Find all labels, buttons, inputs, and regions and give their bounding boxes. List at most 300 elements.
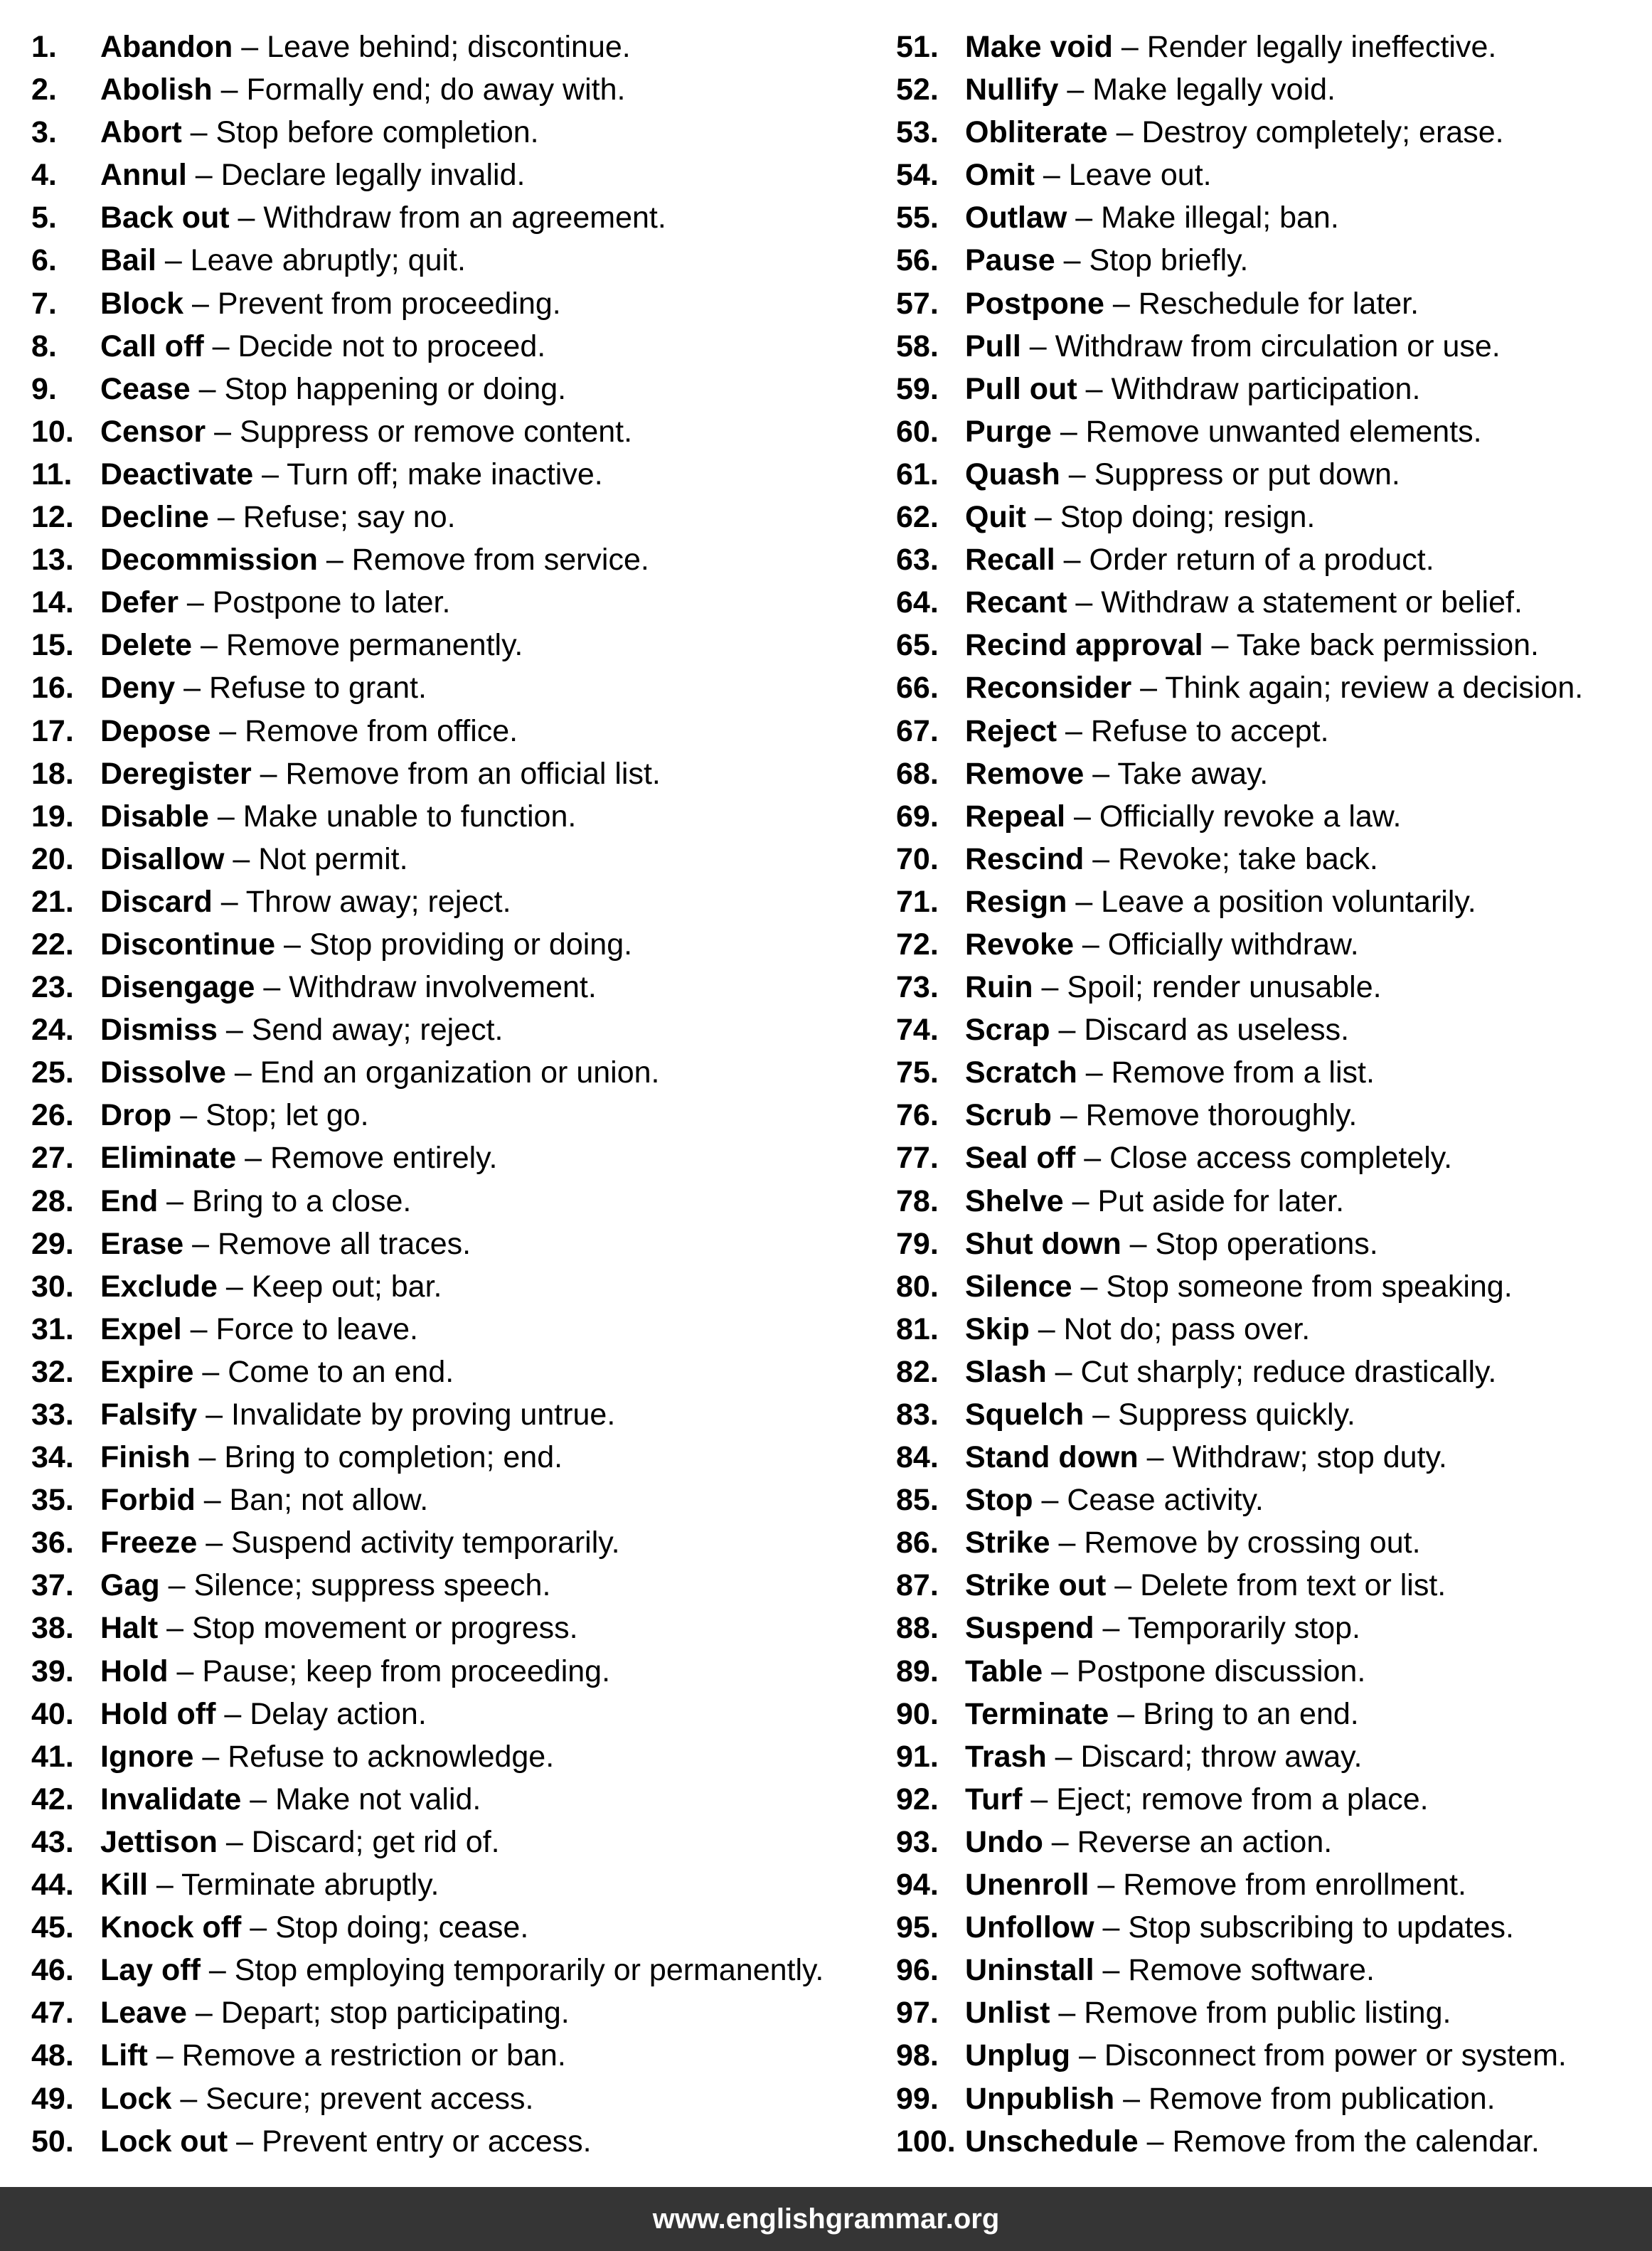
item-definition: – Withdraw involvement.: [255, 970, 597, 1005]
item-word: Lay off: [100, 1953, 201, 1988]
item-word: Scratch: [965, 1055, 1077, 1090]
list-item: [896, 838, 1636, 880]
item-number: 89.: [896, 1654, 939, 1688]
item-definition: – Make unable to function.: [208, 799, 577, 834]
item-definition: – Stop subscribing to updates.: [1094, 1910, 1514, 1945]
item-number: 85.: [896, 1483, 939, 1518]
item-word: Deny: [100, 671, 176, 706]
item-number: 16.: [31, 671, 74, 706]
item-number: 45.: [31, 1910, 74, 1945]
item-word: Abort: [100, 115, 182, 150]
item-definition: – Bring to a close.: [158, 1183, 412, 1218]
item-number: 100.: [896, 2124, 956, 2159]
item-number: 40.: [31, 1696, 74, 1731]
item-definition: – Pause; keep from proceeding.: [168, 1654, 611, 1688]
item-word: Discard: [100, 884, 213, 919]
item-word: Jettison: [100, 1824, 218, 1859]
item-number: 38.: [31, 1611, 74, 1646]
item-word: Disable: [100, 799, 209, 834]
item-word: Forbid: [100, 1483, 196, 1518]
list-item: [896, 368, 1636, 410]
list-item: [896, 1051, 1636, 1094]
item-word: Finish: [100, 1440, 191, 1475]
item-number: 88.: [896, 1611, 939, 1646]
list-item: [31, 2077, 885, 2120]
list-item: [896, 410, 1636, 453]
item-definition: – Prevent from proceeding.: [183, 286, 561, 321]
item-word: Unschedule: [965, 2124, 1139, 2159]
website-url: www.englishgrammar.org: [652, 2203, 1000, 2235]
item-definition: – Suppress or remove content.: [206, 414, 633, 449]
item-definition: – Put aside for later.: [1063, 1183, 1345, 1218]
item-definition: – Reverse an action.: [1043, 1824, 1333, 1859]
list-item: [896, 26, 1636, 68]
item-word: Make void: [965, 30, 1113, 64]
list-item: [31, 154, 885, 196]
item-word: Lift: [100, 2038, 148, 2073]
item-number: 56.: [896, 243, 939, 278]
item-number: 81.: [896, 1311, 939, 1346]
item-word: Omit: [965, 158, 1035, 193]
item-word: Pull out: [965, 371, 1077, 406]
item-definition: – Ban; not allow.: [195, 1483, 429, 1518]
list-item: [31, 923, 885, 966]
item-word: Suspend: [965, 1611, 1094, 1646]
item-definition: – Silence; suppress speech.: [159, 1568, 551, 1603]
list-item: [896, 1180, 1636, 1223]
item-number: 4.: [31, 158, 57, 193]
item-word: Leave: [100, 1996, 187, 2031]
item-word: Skip: [965, 1311, 1030, 1346]
item-definition: – Leave abruptly; quit.: [156, 243, 466, 278]
item-number: 70.: [896, 841, 939, 876]
list-item: [31, 538, 885, 581]
item-word: Unfollow: [965, 1910, 1094, 1945]
item-number: 71.: [896, 884, 939, 919]
item-number: 28.: [31, 1183, 74, 1218]
item-word: Pull: [965, 329, 1021, 363]
list-item: [31, 795, 885, 838]
item-number: 78.: [896, 1183, 939, 1218]
item-definition: – Stop doing; resign.: [1025, 500, 1316, 535]
item-definition: – Remove unwanted elements.: [1051, 414, 1482, 449]
item-definition: – Spoil; render unusable.: [1033, 970, 1382, 1005]
list-item: [896, 111, 1636, 154]
item-word: Purge: [965, 414, 1052, 449]
word-list-left-column: [31, 26, 885, 2163]
item-number: 64.: [896, 585, 939, 620]
item-number: 96.: [896, 1953, 939, 1988]
word-list-right-column: [896, 26, 1636, 2163]
item-word: Halt: [100, 1611, 159, 1646]
item-definition: – Refuse to accept.: [1057, 713, 1329, 748]
list-item: [896, 880, 1636, 923]
item-definition: – Cut sharply; reduce drastically.: [1046, 1354, 1497, 1389]
list-item: [896, 1650, 1636, 1693]
item-number: 48.: [31, 2038, 74, 2073]
item-definition: – Formally end; do away with.: [212, 73, 626, 107]
item-definition: – Withdraw; stop duty.: [1138, 1440, 1447, 1475]
item-word: Defer: [100, 585, 178, 620]
list-item: [31, 1393, 885, 1436]
item-number: 47.: [31, 1996, 74, 2031]
list-item: [896, 496, 1636, 538]
item-definition: – Stop doing; cease.: [241, 1910, 529, 1945]
item-word: Expire: [100, 1354, 194, 1389]
item-definition: – Reschedule for later.: [1104, 286, 1419, 321]
item-word: End: [100, 1183, 159, 1218]
item-word: Unenroll: [965, 1868, 1089, 1903]
item-definition: – Refuse to grant.: [175, 671, 427, 706]
list-item: [31, 710, 885, 752]
item-word: Quit: [965, 500, 1026, 535]
item-number: 65.: [896, 628, 939, 663]
item-word: Terminate: [965, 1696, 1109, 1731]
item-word: Annul: [100, 158, 187, 193]
item-definition: – Bring to an end.: [1109, 1696, 1359, 1731]
item-definition: – Terminate abruptly.: [147, 1868, 439, 1903]
item-definition: – Suppress or put down.: [1060, 457, 1400, 491]
item-number: 39.: [31, 1654, 74, 1688]
list-item: [31, 966, 885, 1009]
item-word: Falsify: [100, 1398, 198, 1432]
item-word: Lock: [100, 2081, 172, 2116]
list-item: [896, 1436, 1636, 1479]
list-item: [896, 923, 1636, 966]
item-word: Postpone: [965, 286, 1104, 321]
item-word: Bail: [100, 243, 156, 278]
list-item: [896, 966, 1636, 1009]
list-item: [31, 26, 885, 68]
list-item: [896, 2120, 1636, 2163]
list-item: [896, 2077, 1636, 2120]
list-item: [31, 1436, 885, 1479]
item-word: Dismiss: [100, 1013, 218, 1048]
item-word: Decline: [100, 500, 209, 535]
item-definition: – Leave out.: [1034, 158, 1212, 193]
item-definition: – Remove from public listing.: [1050, 1996, 1451, 2031]
list-item: [31, 838, 885, 880]
list-item: [896, 154, 1636, 196]
item-definition: – Order return of a product.: [1055, 543, 1434, 578]
item-definition: – Refuse to acknowledge.: [193, 1739, 555, 1774]
item-number: 42.: [31, 1782, 74, 1816]
item-definition: – Postpone to later.: [178, 585, 451, 620]
item-word: Seal off: [965, 1141, 1076, 1176]
item-definition: – Take away.: [1084, 756, 1269, 791]
list-item: [896, 1137, 1636, 1179]
item-word: Abandon: [100, 30, 233, 64]
item-definition: – End an organization or union.: [225, 1055, 660, 1090]
item-word: Disengage: [100, 970, 255, 1005]
item-word: Strike out: [965, 1568, 1107, 1603]
item-definition: – Depart; stop participating.: [186, 1996, 570, 2031]
list-item: [31, 1094, 885, 1137]
item-word: Freeze: [100, 1526, 198, 1560]
item-definition: – Destroy completely; erase.: [1107, 115, 1504, 150]
item-word: Gag: [100, 1568, 160, 1603]
item-word: Repeal: [965, 799, 1066, 834]
item-definition: – Discard; get rid of.: [217, 1824, 500, 1859]
item-definition: – Remove a restriction or ban.: [147, 2038, 566, 2073]
item-word: Cease: [100, 371, 191, 406]
list-item: [896, 1991, 1636, 2034]
item-word: Undo: [965, 1824, 1043, 1859]
list-item: [896, 1693, 1636, 1735]
item-number: 97.: [896, 1996, 939, 2031]
item-word: Pause: [965, 243, 1055, 278]
item-word: Abolish: [100, 73, 213, 107]
list-item: [31, 1906, 885, 1949]
item-definition: – Remove from office.: [211, 713, 518, 748]
item-number: 13.: [31, 543, 74, 578]
item-word: Hold off: [100, 1696, 216, 1731]
item-word: Knock off: [100, 1910, 242, 1945]
item-definition: – Stop operations.: [1121, 1226, 1378, 1261]
item-number: 35.: [31, 1483, 74, 1518]
list-item: [896, 1735, 1636, 1778]
item-word: Delete: [100, 628, 193, 663]
list-item: [31, 1180, 885, 1223]
item-number: 12.: [31, 500, 74, 535]
item-number: 18.: [31, 756, 74, 791]
item-definition: – Remove from service.: [317, 543, 649, 578]
item-definition: – Leave a position voluntarily.: [1067, 884, 1476, 919]
item-definition: – Remove entirely.: [236, 1141, 498, 1176]
item-definition: – Remove permanently.: [192, 628, 523, 663]
item-definition: – Remove from an official list.: [251, 756, 661, 791]
item-number: 36.: [31, 1526, 74, 1560]
item-definition: – Make not valid.: [241, 1782, 481, 1816]
item-number: 14.: [31, 585, 74, 620]
item-definition: – Refuse; say no.: [208, 500, 456, 535]
item-word: Invalidate: [100, 1782, 242, 1816]
item-word: Recall: [965, 543, 1055, 578]
item-definition: – Suspend activity temporarily.: [197, 1526, 620, 1560]
item-definition: – Keep out; bar.: [217, 1269, 442, 1304]
item-word: Revoke: [965, 927, 1074, 962]
item-definition: – Revoke; take back.: [1084, 841, 1378, 876]
item-number: 99.: [896, 2081, 939, 2116]
item-definition: – Stop; let go.: [171, 1098, 369, 1133]
item-number: 77.: [896, 1141, 939, 1176]
list-item: [31, 1821, 885, 1863]
item-word: Back out: [100, 201, 230, 235]
item-word: Strike: [965, 1526, 1050, 1560]
item-word: Erase: [100, 1226, 184, 1261]
item-word: Unplug: [965, 2038, 1071, 2073]
item-definition: – Withdraw from an agreement.: [229, 201, 666, 235]
item-number: 82.: [896, 1354, 939, 1389]
list-item: [31, 1479, 885, 1521]
item-definition: – Throw away; reject.: [212, 884, 511, 919]
item-word: Rescind: [965, 841, 1085, 876]
list-item: [31, 196, 885, 239]
item-number: 59.: [896, 371, 939, 406]
item-number: 62.: [896, 500, 939, 535]
item-number: 67.: [896, 713, 939, 748]
list-item: [896, 1906, 1636, 1949]
item-word: Uninstall: [965, 1953, 1094, 1988]
list-item: [31, 666, 885, 709]
item-number: 73.: [896, 970, 939, 1005]
item-definition: – Remove from the calendar.: [1138, 2124, 1540, 2159]
item-word: Stand down: [965, 1440, 1139, 1475]
item-word: Deactivate: [100, 457, 254, 491]
list-item: [31, 1137, 885, 1179]
list-item: [896, 1479, 1636, 1521]
item-definition: – Decide not to proceed.: [203, 329, 546, 363]
item-number: 52.: [896, 73, 939, 107]
item-word: Recant: [965, 585, 1067, 620]
item-number: 26.: [31, 1098, 74, 1133]
item-number: 86.: [896, 1526, 939, 1560]
list-item: [896, 1778, 1636, 1821]
list-item: [31, 68, 885, 111]
item-word: Reject: [965, 713, 1057, 748]
list-item: [896, 1821, 1636, 1863]
item-number: 20.: [31, 841, 74, 876]
list-item: [31, 2034, 885, 2077]
list-item: [896, 282, 1636, 325]
item-definition: – Remove from a list.: [1077, 1055, 1375, 1090]
item-word: Squelch: [965, 1398, 1085, 1432]
list-item: [31, 1223, 885, 1265]
item-number: 7.: [31, 286, 57, 321]
item-number: 37.: [31, 1568, 74, 1603]
list-item: [896, 538, 1636, 581]
list-item: [31, 368, 885, 410]
item-number: 34.: [31, 1440, 74, 1475]
item-definition: – Officially revoke a law.: [1065, 799, 1402, 834]
list-item: [31, 1265, 885, 1308]
list-item: [896, 239, 1636, 282]
item-word: Outlaw: [965, 201, 1067, 235]
item-word: Reconsider: [965, 671, 1132, 706]
item-definition: – Remove thoroughly.: [1051, 1098, 1358, 1133]
item-word: Depose: [100, 713, 211, 748]
item-number: 3.: [31, 115, 57, 150]
list-item: [31, 1650, 885, 1693]
item-definition: – Take back permission.: [1203, 628, 1539, 663]
item-word: Remove: [965, 756, 1085, 791]
item-definition: – Remove by crossing out.: [1050, 1526, 1421, 1560]
list-item: [31, 1009, 885, 1051]
item-number: 43.: [31, 1824, 74, 1859]
list-item: [31, 453, 885, 496]
list-item: [31, 880, 885, 923]
item-definition: – Delay action.: [215, 1696, 427, 1731]
item-number: 41.: [31, 1739, 74, 1774]
list-item: [31, 581, 885, 624]
item-definition: – Stop before completion.: [181, 115, 539, 150]
list-item: [896, 1863, 1636, 1906]
item-definition: – Think again; review a decision.: [1131, 671, 1584, 706]
item-number: 93.: [896, 1824, 939, 1859]
item-number: 75.: [896, 1055, 939, 1090]
item-definition: – Officially withdraw.: [1073, 927, 1359, 962]
item-word: Turf: [965, 1782, 1023, 1816]
item-definition: – Secure; prevent access.: [171, 2081, 534, 2116]
item-word: Lock out: [100, 2124, 228, 2159]
list-item: [31, 239, 885, 282]
list-item: [31, 1863, 885, 1906]
item-number: 21.: [31, 884, 74, 919]
item-number: 90.: [896, 1696, 939, 1731]
item-number: 57.: [896, 286, 939, 321]
item-word: Kill: [100, 1868, 148, 1903]
item-number: 63.: [896, 543, 939, 578]
item-word: Shut down: [965, 1226, 1121, 1261]
list-item: [896, 1521, 1636, 1564]
list-item: [31, 1051, 885, 1094]
item-word: Stop: [965, 1483, 1033, 1518]
item-number: 51.: [896, 30, 939, 64]
list-item: [896, 1094, 1636, 1137]
item-number: 24.: [31, 1013, 74, 1048]
item-number: 33.: [31, 1398, 74, 1432]
item-number: 8.: [31, 329, 57, 363]
item-word: Slash: [965, 1354, 1047, 1389]
item-word: Eliminate: [100, 1141, 237, 1176]
item-number: 94.: [896, 1868, 939, 1903]
list-item: [896, 1223, 1636, 1265]
item-number: 60.: [896, 414, 939, 449]
list-item: [31, 1521, 885, 1564]
list-item: [896, 325, 1636, 368]
list-item: [31, 624, 885, 666]
list-item: [31, 325, 885, 368]
list-item: [31, 1564, 885, 1607]
item-word: Scrap: [965, 1013, 1050, 1048]
list-item: [31, 1308, 885, 1351]
list-item: [896, 1265, 1636, 1308]
item-number: 29.: [31, 1226, 74, 1261]
item-number: 15.: [31, 628, 74, 663]
item-word: Quash: [965, 457, 1060, 491]
item-definition: – Bring to completion; end.: [190, 1440, 563, 1475]
item-number: 27.: [31, 1141, 74, 1176]
item-word: Nullify: [965, 73, 1059, 107]
item-word: Ignore: [100, 1739, 194, 1774]
item-definition: – Stop providing or doing.: [275, 927, 633, 962]
item-word: Scrub: [965, 1098, 1052, 1133]
list-item: [896, 710, 1636, 752]
item-number: 72.: [896, 927, 939, 962]
item-definition: – Withdraw a statement or belief.: [1067, 585, 1523, 620]
item-number: 46.: [31, 1953, 74, 1988]
item-number: 69.: [896, 799, 939, 834]
item-definition: – Declare legally invalid.: [186, 158, 526, 193]
item-word: Table: [965, 1654, 1043, 1688]
item-definition: – Remove from enrollment.: [1089, 1868, 1466, 1903]
item-word: Dissolve: [100, 1055, 226, 1090]
item-definition: – Turn off; make inactive.: [253, 457, 603, 491]
item-definition: – Withdraw participation.: [1077, 371, 1421, 406]
list-item: [31, 111, 885, 154]
item-definition: – Discard; throw away.: [1046, 1739, 1363, 1774]
item-number: 17.: [31, 713, 74, 748]
item-definition: – Make legally void.: [1058, 73, 1336, 107]
item-number: 83.: [896, 1398, 939, 1432]
item-word: Trash: [965, 1739, 1047, 1774]
item-definition: – Withdraw from circulation or use.: [1020, 329, 1501, 363]
item-number: 87.: [896, 1568, 939, 1603]
item-number: 22.: [31, 927, 74, 962]
item-definition: – Not do; pass over.: [1029, 1311, 1311, 1346]
list-item: [31, 496, 885, 538]
item-number: 54.: [896, 158, 939, 193]
